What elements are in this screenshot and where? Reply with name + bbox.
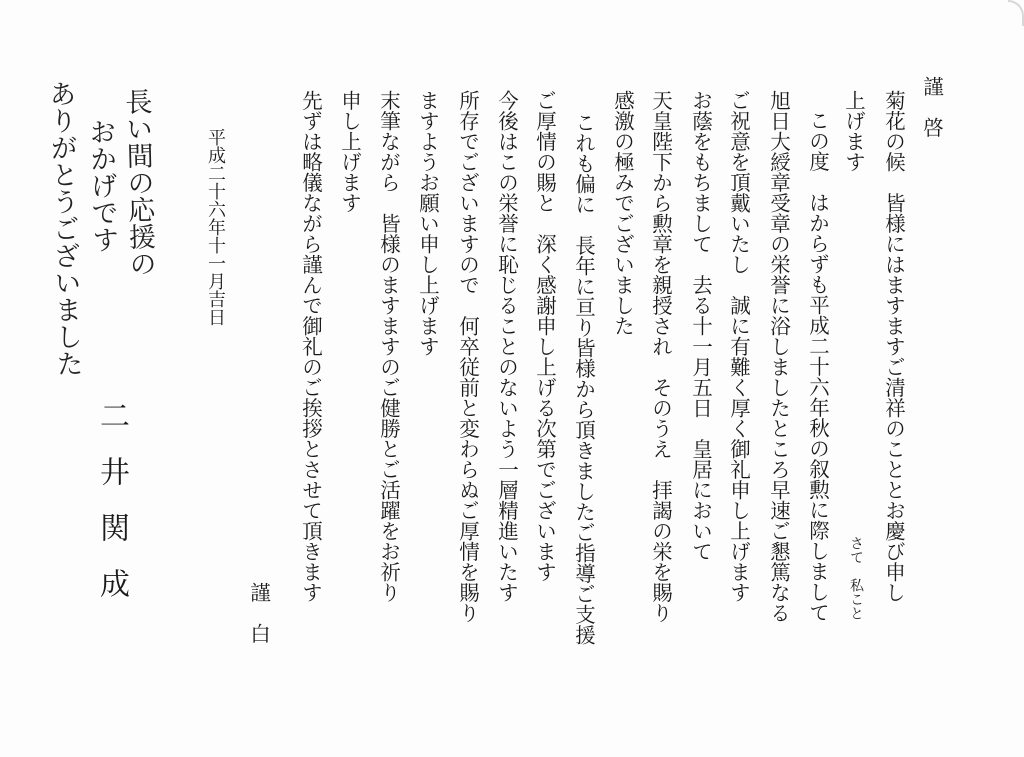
letter-line: 菊花の候 皆様にはますますご清祥のこととお慶び申し	[881, 90, 906, 603]
handwritten-line: 長い間の応援の	[120, 87, 156, 278]
handwritten-line: おかげです	[84, 117, 119, 254]
letter-line: 末筆ながら 皆様のますますのご健勝とご活躍をお祈り	[376, 90, 401, 603]
letter-line: ますようお願い申し上げます	[415, 90, 440, 357]
letter-line: 謹 啓	[919, 76, 944, 138]
letter-line: 感激の極みでございました	[610, 90, 635, 336]
letter-line: 所存でございますので 何卒従前と変わらぬご厚情を賜り	[455, 90, 480, 623]
letter-aside: さて 私こと	[848, 536, 864, 620]
signature-name: 二井関成	[94, 400, 129, 624]
letter-line: ご厚情の賜と 深く感謝申し上げる次第でございます	[532, 90, 557, 582]
letter-line: お蔭をもちまして 去る十一月五日 皇居において	[688, 90, 713, 562]
letter-line: これも偏に 長年に亘り皆様から頂きましたご指導ご支援	[571, 112, 596, 645]
letter-line: 天皇陛下から勲章を親授され そのうえ 拝謁の栄を賜り	[648, 90, 673, 623]
letter-line: この度 はからずも平成二十六年秋の叙勲に際しまして	[805, 110, 830, 623]
letter-line: ご祝意を頂戴いたし 誠に有難く厚く御礼申し上げます	[726, 90, 751, 603]
letter-line: 今後はこの栄誉に恥じることのないよう一層精進いたす	[494, 90, 519, 603]
letter-line: 旭日大綬章受章の栄誉に浴しましたところ早速ご懇篤なる	[766, 90, 791, 623]
letter-date: 平成二十六年十一月吉日	[205, 128, 226, 326]
letter-line: 申し上げます	[337, 90, 362, 213]
letter-line: 上げます	[841, 90, 866, 172]
handwritten-line: ありがとうございました	[44, 79, 83, 378]
letter-closing: 謹 白	[246, 582, 271, 644]
letter-line: 先ずは略儀ながら謹んで御礼のご挨拶とさせて頂きます	[298, 90, 323, 603]
